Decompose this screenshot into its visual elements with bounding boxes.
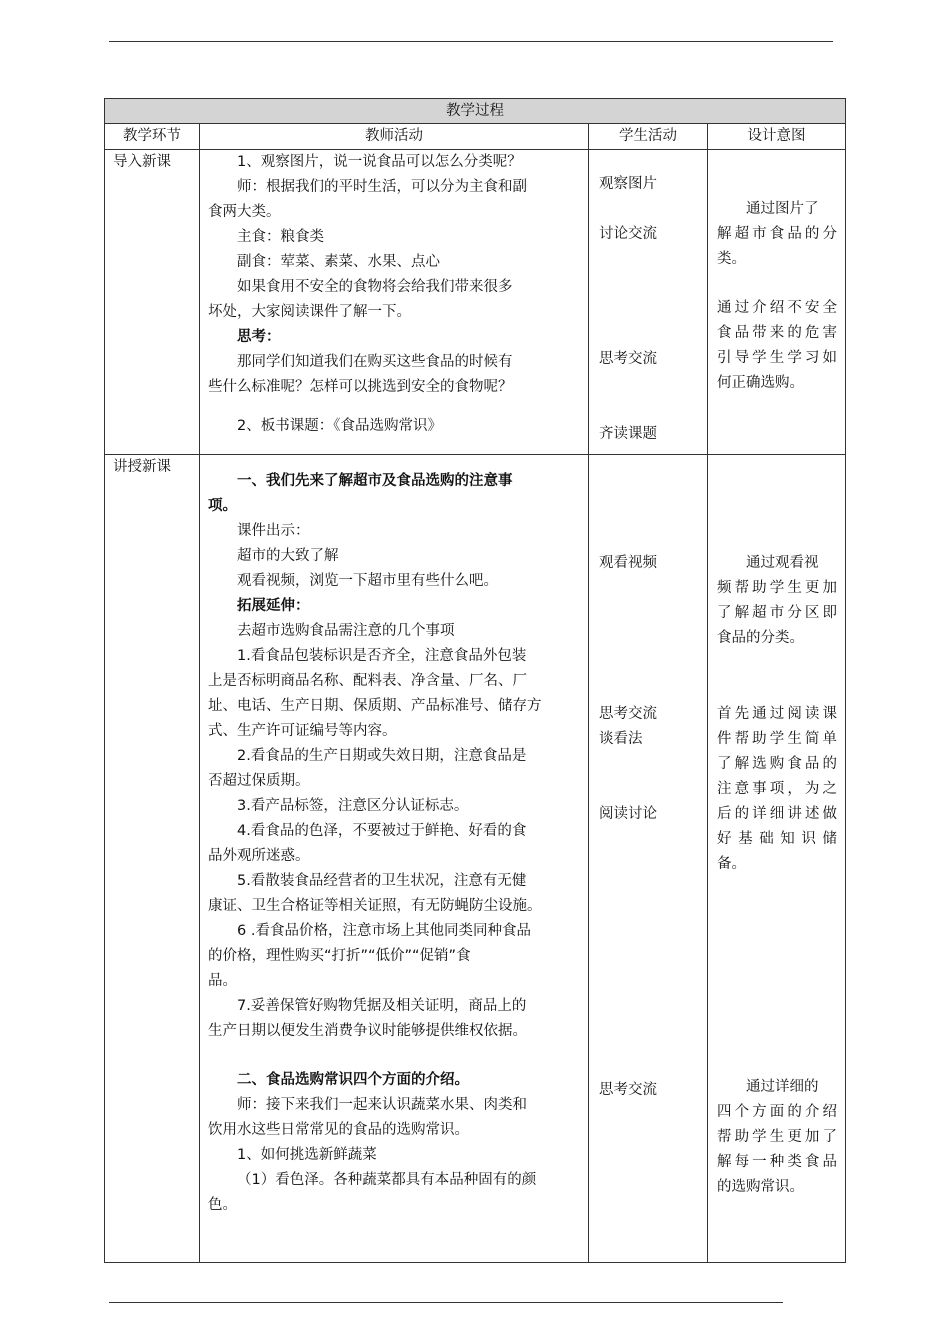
teacher-line: 色。 [208, 1197, 237, 1213]
teacher-heading: 思考： [237, 329, 281, 345]
student-activity: 阅读讨论 [599, 806, 657, 822]
student-activity: 思考交流 [599, 351, 657, 367]
student-activity: 观看视频 [599, 555, 657, 571]
teacher-line: 的价格，理性购买“打折”“低价”“促销”食 [208, 948, 471, 964]
design-line: 注意事项，为之 [717, 781, 837, 797]
footer-rule [109, 1302, 783, 1303]
header-design: 设计意图 [708, 124, 846, 150]
design-line: 类。 [717, 251, 746, 267]
teacher-line: 去超市选购食品需注意的几个事项 [237, 623, 455, 639]
table-title-row [105, 99, 846, 124]
design-line: 食品带来的危害 [717, 325, 837, 341]
student-activity: 齐读课题 [599, 426, 657, 442]
design-intent-cell [708, 455, 846, 1263]
design-line: 食品的分类。 [717, 630, 804, 646]
design-line: 备。 [717, 856, 746, 872]
teacher-line: 3.看产品标签，注意区分认证标志。 [237, 798, 469, 814]
table-row [105, 455, 846, 1263]
teacher-line: 否超过保质期。 [208, 773, 310, 789]
teacher-line: 上是否标明商品名称、配料表、净含量、厂名、厂 [208, 673, 527, 689]
teacher-line: 7.妥善保管好购物凭据及相关证明，商品上的 [237, 998, 527, 1014]
teacher-line: 6 .看食品价格，注意市场上其他同类同种食品 [237, 923, 531, 939]
teacher-line: 些什么标准呢？怎样可以挑选到安全的食物呢？ [208, 379, 513, 395]
section-heading: 二、食品选购常识四个方面的介绍。 [237, 1072, 469, 1088]
teacher-line: 师：接下来我们一起来认识蔬菜水果、肉类和 [237, 1097, 527, 1113]
design-line: 引导学生学习如 [717, 350, 837, 366]
teacher-line: 4.看食品的色泽，不要被过于鲜艳、好看的食 [237, 823, 527, 839]
design-line: 何正确选购。 [717, 375, 804, 391]
header-rule [109, 41, 833, 42]
stage-cell: 讲授新课 [105, 455, 200, 1263]
student-activity: 思考交流 [599, 1082, 657, 1098]
design-line: 了解超市分区即 [717, 605, 837, 621]
design-line: 了解选购食品的 [717, 756, 837, 772]
teacher-line: （1）看色泽。各种蔬菜都具有本品种固有的颜 [237, 1172, 537, 1188]
design-intent-cell [708, 150, 846, 455]
teacher-activity-cell [200, 455, 589, 1263]
design-line: 首先通过阅读课 [717, 706, 837, 722]
teacher-line: 生产日期以便发生消费争议时能够提供维权依据。 [208, 1023, 527, 1039]
header-student: 学生活动 [589, 124, 708, 150]
design-line: 通过观看视 [746, 555, 819, 571]
teacher-line: 5.看散装食品经营者的卫生状况，注意有无健 [237, 873, 527, 889]
design-line: 通过介绍不安全 [717, 300, 837, 316]
design-line: 后的详细讲述做 [717, 806, 837, 822]
teacher-activity-cell [200, 150, 589, 455]
design-line: 解超市食品的分 [717, 226, 837, 242]
teacher-line: 2、板书课题：《食品选购常识》 [237, 418, 442, 434]
design-line: 帮助学生更加了 [717, 1129, 837, 1145]
design-line: 的选购常识。 [717, 1179, 804, 1195]
teacher-heading: 拓展延伸： [237, 598, 310, 614]
student-activity: 观察图片 [599, 176, 657, 192]
design-line: 好基础知识储 [717, 831, 837, 847]
teacher-line: 1、如何挑选新鲜蔬菜 [237, 1147, 377, 1163]
lesson-table [104, 98, 846, 1263]
design-line: 解每一种类食品 [717, 1154, 837, 1170]
teacher-line: 式、生产许可证编号等内容。 [208, 723, 397, 739]
teacher-line: 品外观所迷惑。 [208, 848, 310, 864]
stage-cell: 导入新课 [105, 150, 200, 455]
header-teacher: 教师活动 [200, 124, 589, 150]
design-line: 通过图片了 [746, 201, 819, 217]
section-heading: 一、我们先来了解超市及食品选购的注意事 [237, 473, 513, 489]
teacher-line: 副食：荤菜、素菜、水果、点心 [237, 254, 440, 270]
teacher-line: 康证、卫生合格证等相关证照，有无防蝇防尘设施。 [208, 898, 542, 914]
teacher-line: 食两大类。 [208, 204, 281, 220]
teacher-line: 主食：粮食类 [237, 229, 324, 245]
teacher-line: 品。 [208, 973, 237, 989]
teacher-line: 坏处，大家阅读课件了解一下。 [208, 304, 411, 320]
teacher-line: 那同学们知道我们在购买这些食品的时候有 [237, 354, 513, 370]
teacher-line: 课件出示： [237, 523, 310, 539]
table-title: 教学过程 [105, 99, 846, 124]
teacher-line: 址、电话、生产日期、保质期、产品标准号、储存方 [208, 698, 542, 714]
teacher-line: 超市的大致了解 [237, 548, 339, 564]
table-header-row [105, 124, 846, 150]
student-activity: 讨论交流 [599, 226, 657, 242]
design-line: 件帮助学生简单 [717, 731, 837, 747]
student-activity-cell [589, 150, 708, 455]
design-line: 四个方面的介绍 [717, 1104, 837, 1120]
student-activity-cell [589, 455, 708, 1263]
table-row [105, 150, 846, 455]
student-activity: 思考交流 [599, 706, 657, 722]
header-stage: 教学环节 [105, 124, 200, 150]
teacher-line: 1.看食品包装标识是否齐全，注意食品外包装 [237, 648, 527, 664]
teacher-line: 2.看食品的生产日期或失效日期，注意食品是 [237, 748, 527, 764]
section-heading: 项。 [208, 498, 237, 514]
design-line: 频帮助学生更加 [717, 580, 837, 596]
teacher-line: 如果食用不安全的食物将会给我们带来很多 [237, 279, 513, 295]
student-activity: 谈看法 [599, 731, 643, 747]
teacher-line: 师：根据我们的平时生活，可以分为主食和副 [237, 179, 527, 195]
teacher-line: 观看视频，浏览一下超市里有些什么吧。 [237, 573, 498, 589]
teacher-line: 饮用水这些日常常见的食品的选购常识。 [208, 1122, 469, 1138]
teacher-line: 1、观察图片，说一说食品可以怎么分类呢？ [237, 154, 522, 170]
design-line: 通过详细的 [746, 1079, 819, 1095]
